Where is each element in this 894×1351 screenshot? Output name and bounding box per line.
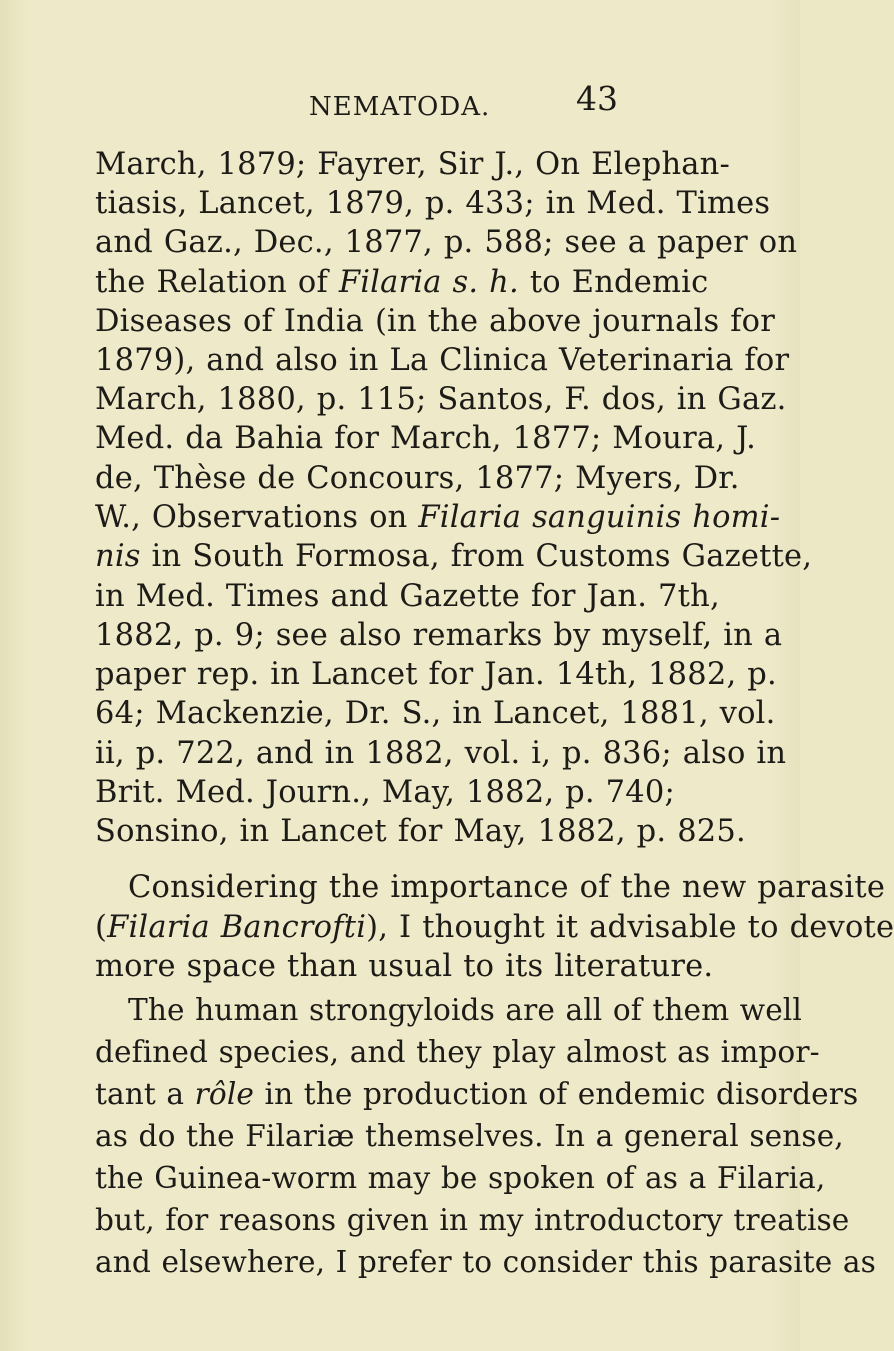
- text-line: as do the Filariæ themselves. In a general sense,: [95, 1119, 844, 1153]
- text-line: Med. da Bahia for March, 1877; Moura, J.: [95, 421, 757, 456]
- text-line: Sonsino, in Lancet for May, 1882, p. 825.: [95, 814, 746, 849]
- text-line: ii, p. 722, and in 1882, vol. i, p. 836; also in: [95, 736, 787, 771]
- text-line: more space than usual to its literature.: [95, 949, 714, 984]
- text-line: defined species, and they play almost as impor-: [95, 1035, 820, 1069]
- text-line: 1882, p. 9; see also remarks by myself, in a: [95, 618, 783, 653]
- text-line: The human strongyloids are all of them well: [128, 993, 802, 1027]
- text-line: March, 1880, p. 115; Santos, F. dos, in Gaz.: [95, 382, 787, 417]
- text-line: the Guinea-worm may be spoken of as a Filaria,: [95, 1161, 826, 1195]
- species-name: nis: [95, 539, 141, 574]
- species-name: Filaria s. h.: [338, 265, 519, 300]
- text-line: the Relation of Filaria s. h. to Endemic: [95, 265, 709, 300]
- text-line: 64; Mackenzie, Dr. S., in Lancet, 1881, vol.: [95, 696, 776, 731]
- text-line: tant a rôle in the production of endemic disorders: [95, 1077, 859, 1111]
- text-line: and Gaz., Dec., 1877, p. 588; see a paper on: [95, 225, 798, 260]
- text-line: Brit. Med. Journ., May, 1882, p. 740;: [95, 775, 675, 810]
- text-line: paper rep. in Lancet for Jan. 14th, 1882, p.: [95, 657, 777, 692]
- text-line: but, for reasons given in my introductory treatise: [95, 1203, 850, 1237]
- species-name: Filaria Bancrofti: [107, 910, 367, 945]
- running-title: NEMATODA.: [309, 92, 491, 122]
- text-line: March, 1879; Fayrer, Sir J., On Elephan-: [95, 147, 731, 182]
- text-line: de, Thèse de Concours, 1877; Myers, Dr.: [95, 461, 740, 496]
- text-line: and elsewhere, I prefer to consider this parasite as: [95, 1245, 876, 1279]
- text-line: Considering the importance of the new parasite: [128, 870, 886, 905]
- page-header: [309, 80, 709, 136]
- text-line: W., Observations on Filaria sanguinis homi-: [95, 500, 781, 535]
- text-line: Diseases of India (in the above journals for: [95, 304, 776, 339]
- emphasis-word: rôle: [194, 1077, 254, 1111]
- text-line: (Filaria Bancrofti), I thought it advisable to devote: [95, 910, 894, 945]
- species-name: Filaria sanguinis homi-: [418, 500, 781, 535]
- page-number: 43: [576, 79, 618, 118]
- text-line: tiasis, Lancet, 1879, p. 433; in Med. Times: [95, 186, 771, 221]
- text-line: in Med. Times and Gazette for Jan. 7th,: [95, 579, 720, 614]
- text-line: nis in South Formosa, from Customs Gazette,: [95, 539, 813, 574]
- text-line: 1879), and also in La Clinica Veterinaria for: [95, 343, 790, 378]
